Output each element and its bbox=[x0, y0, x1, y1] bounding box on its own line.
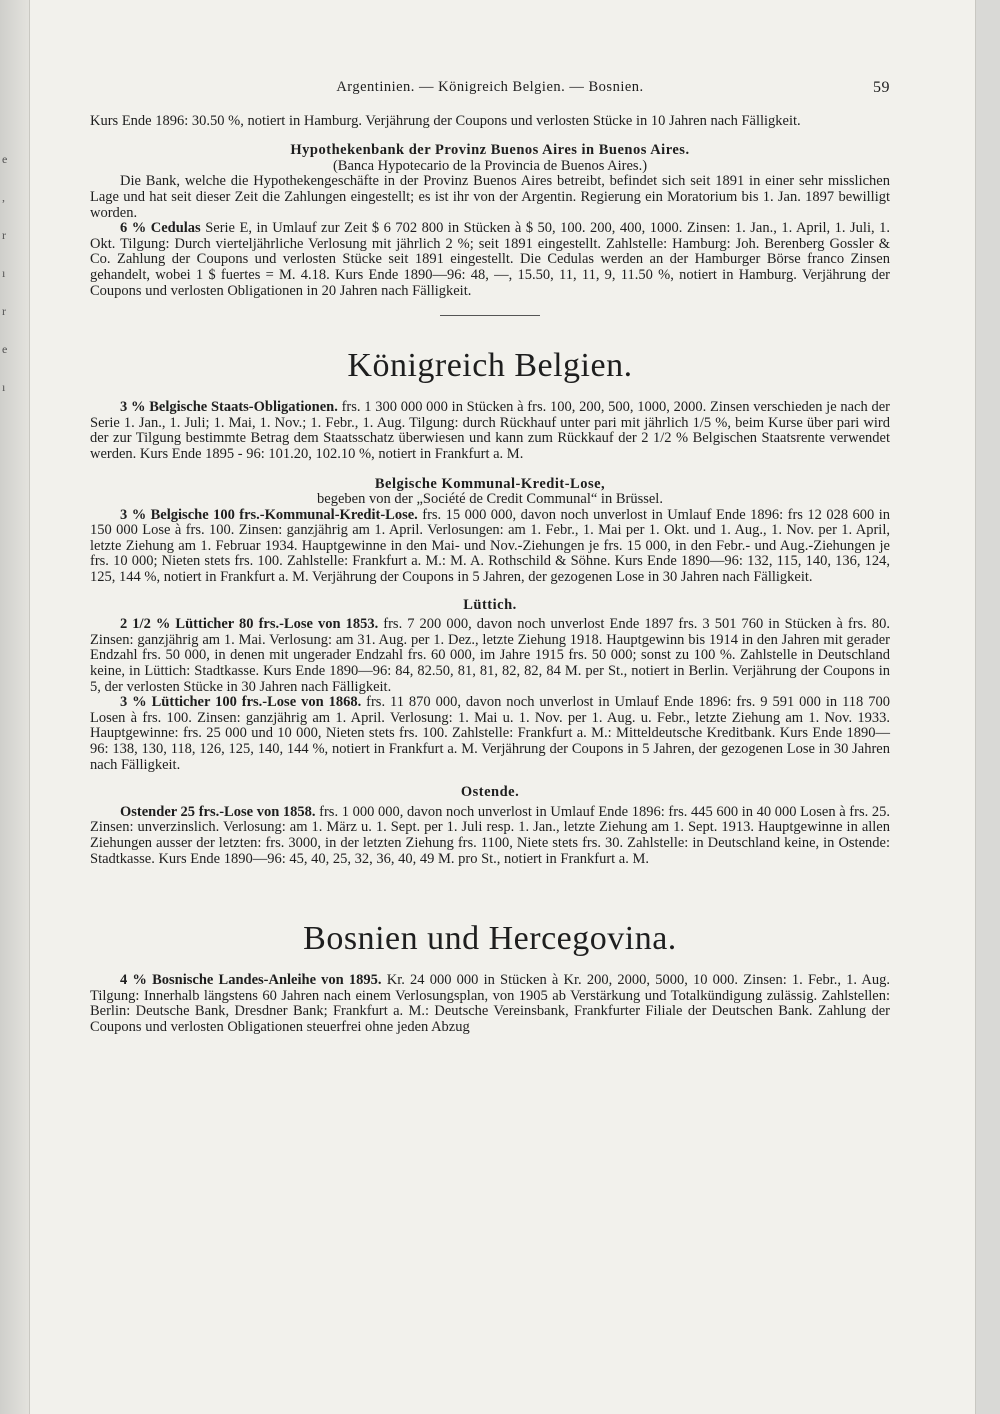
document-page bbox=[30, 0, 975, 1414]
ostende-heading: Ostende. bbox=[460, 784, 520, 801]
bank-paragraph: Die Bank, welche die Hypothekengeschäfte in der Provinz Buenos Aires betreibt, befindet sich seit 1891 in einer sehr misslichen Lage und hat seit dieser Zeit die Zahlungen eingestellt; es ist ihr von der Argentin. Regierung ein Moratorium bis 1. Jan. 1897 bewilligt worden. bbox=[90, 173, 890, 221]
cedulas-paragraph bbox=[90, 221, 890, 299]
section-heading-belgien: Königreich Belgien. bbox=[347, 347, 633, 385]
bosnien-paragraph bbox=[90, 973, 890, 1035]
ostende-paragraph bbox=[90, 805, 890, 867]
luettich80-text: frs. 7 200 000, davon noch unverlost Ende 1897 frs. 3 501 760 in Stücken à frs. 80. Zinsen: ganzjährig am 1. Mai. Verlosung: am 31. Aug. per 1. Dez., letzte Ziehung 1918. Hauptgewinn bis 1914 in den Jahren mit gerader Endzahl frs. 50 000, in denen mit ungerader Endzahl frs. 60 000, im Jahre 1915 frs. 50 000; sonst zu 100 %. Zahlstelle in Deutschland keine, in Lüttich: Stadtkasse. Kurs Ende 1890—96: 84, 82.50, 81, 81, 82, 82, 84 M. per St., notiert in Berlin. Verjährung der Coupons in 5, der verlosten Stücke in 30 Jahren nach Fälligkeit. bbox=[90, 616, 890, 695]
cedulas-lead: 6 % Cedulas bbox=[120, 220, 201, 237]
kommunal-lead: 3 % Belgische 100 frs.-Kommunal-Kredit-Lose. bbox=[120, 506, 418, 523]
luettich100-paragraph bbox=[90, 695, 890, 773]
gutter-mark: e bbox=[2, 342, 8, 356]
ostende-lead: Ostender 25 frs.-Lose von 1858. bbox=[120, 803, 316, 820]
running-head-title: Argentinien. — Königreich Belgien. — Bosnien. bbox=[336, 79, 644, 95]
gutter-mark: ı bbox=[2, 266, 6, 280]
gutter-mark: e bbox=[2, 152, 8, 166]
kommunal-paragraph bbox=[90, 508, 890, 586]
page-number: 59 bbox=[873, 79, 890, 96]
staats-text: frs. 1 300 000 000 in Stücken à frs. 100, 200, 500, 1000, 2000. Zinsen verschieden je nach der Serie 1. Jan., 1. Juli; 1. Mai, 1. Nov.; 1. Febr., 1. Aug. Tilgung: durch Rückhauf unter pari mit jährlich 1/5 %, beim Kurse über pari wird der zur Tilgung bestimmte Betrag dem Staatsschatz überwiesen und kann zum Rückkauf der 2 1/2 % Belgischen Staatsrente verwendet werden. Kurs Ende 1895 - 96: 101.20, 102.10 %, notiert in Frankfurt a. M. bbox=[90, 399, 890, 462]
section-heading-bosnien: Bosnien und Hercegovina. bbox=[303, 920, 677, 958]
kommunal-text: frs. 15 000 000, davon noch unverlost in Umlauf Ende 1896: frs 12 028 600 in 150 000 Lose à frs. 100. Zinsen: ganzjährig am 1. April. Verlosungen: am 1. Febr., 1. Mai per 1. Okt. und 1. Aug., 1. Nov. per 1. April, letzte Ziehung am 1. Februar 1934. Hauptgewinne in den Mai- und Nov.-Ziehungen je frs. 15 000, in den Febr.- und Aug.-Ziehungen je frs. 10 000; Nieten stets frs. 100. Zahlstelle: Frankfurt a. M.: M. A. Rothschild & Söhne. Kurs Ende 1890—96: 132, 115, 140, 136, 124, 125, 144 %, notiert in Frankfurt a. M. Verjährung der Coupons in 5 Jahren, der gezogenen Lose in 30 Jahren nach Fälligkeit. bbox=[90, 506, 890, 586]
luettich80-lead: 2 1/2 % Lütticher 80 frs.-Lose von 1853. bbox=[120, 616, 379, 633]
luettich-heading: Lüttich. bbox=[463, 596, 517, 613]
gutter-mark: r bbox=[2, 304, 6, 318]
bank-subtitle: (Banca Hypotecario de la Provincia de Buenos Aires.) bbox=[332, 157, 648, 174]
gutter-marks bbox=[2, 140, 22, 406]
gutter-mark: , bbox=[2, 190, 5, 204]
luettich100-lead: 3 % Lütticher 100 frs.-Lose von 1868. bbox=[120, 694, 362, 711]
kommunal-title: Belgische Kommunal-Kredit-Lose, bbox=[374, 475, 606, 492]
bank-title: Hypothekenbank der Provinz Buenos Aires in Buenos Aires. bbox=[290, 142, 690, 159]
luettich80-paragraph bbox=[90, 617, 890, 695]
gutter-mark: r bbox=[2, 228, 6, 242]
staats-lead: 3 % Belgische Staats-Obligationen. bbox=[120, 399, 338, 416]
argentinien-intro: Kurs Ende 1896: 30.50 %, notiert in Hamburg. Verjährung der Coupons und verlosten Stücke in 10 Jahren nach Fälligkeit. bbox=[90, 112, 801, 129]
bosnien-lead: 4 % Bosnische Landes-Anleihe von 1895. bbox=[120, 972, 382, 989]
staats-paragraph bbox=[90, 400, 890, 462]
section-divider bbox=[440, 315, 540, 316]
ostende-text: frs. 1 000 000, davon noch unverlost in Umlauf Ende 1896: frs. 445 600 in 40 000 Losen à frs. 25. Zinsen: unverzinslich. Verlosung: am 1. März u. 1. Sept. per 1. Juli resp. 1. Jan., letzte Ziehung am 1. Sept. 1913. Hauptgewinne in allen Ziehungen ausser der letzten: frs. 3000, in der letzten Ziehung frs. 1100, Niete stets frs. 30. Zahlstelle: in Deutschland keine, in Ostende: Stadtkasse. Kurs Ende 1890—96: 45, 40, 25, 32, 36, 40, 49 M. pro St., notiert in Frankfurt a. M. bbox=[90, 803, 890, 867]
running-head bbox=[90, 80, 890, 96]
spacer bbox=[90, 867, 890, 913]
bosnien-text: Kr. 24 000 000 in Stücken à Kr. 200, 2000, 5000, 10 000. Zinsen: 1. Febr., 1. Aug. Tilgung: Innerhalb längstens 60 Jahren nach einem Verlosungsplan, von 1905 ab Verstärkung und Totalkündigung zulässig. Zahlstellen: Berlin: Deutsche Bank, Dresdner Bank; Frankfurt a. M.: Deutsche Vereinsbank, Frankfurter Filiale der Deutschen Bank. Zahlung der Coupons und verlosten Obligationen steuerfrei ohne jeden Abzug bbox=[90, 972, 891, 1035]
kommunal-subtitle: begeben von der „Société de Credit Communal“ in Brüssel. bbox=[317, 491, 663, 508]
luettich100-text: frs. 11 870 000, davon noch unverlost in Umlauf Ende 1896: frs. 9 591 000 in 118 700 Losen à frs. 100. Zinsen: ganzjährig am 1. April. Verlosung: 1. Mai u. 1. Nov. per 1. Aug. u. Febr., letzte Ziehung am 1. Nov. 1933. Hauptgewinne: frs. 25 000 und 10 000, Nieten stets frs. 100. Zahlstelle: Frankfurt a. M.: Mitteldeutsche Kreditbank. Kurs Ende 1890—96: 138, 130, 118, 126, 125, 140, 144 %, notiert in Frankfurt a. M. Verjährung der Coupons in 5 Jahren, der gezogenen Lose in 30 Jahren nach Fälligkeit. bbox=[90, 694, 890, 773]
cedulas-text: Serie E, in Umlauf zur Zeit $ 6 702 800 in Stücken à $ 50, 100. 200, 400, 1000. Zinsen: 1. Jan., 1. April, 1. Juli, 1. Okt. Tilgung: Durch vierteljährliche Verlosung mit jährlich 2 %; seit 1891 eingestellt. Zahlstelle: Hamburg: Joh. Berenberg Gossler & Co. Zahlung der Coupons und verlosten Stücke seit 1891 eingestellt. Die Cedulas werden an der Hamburger Börse franco Zinsen gehandelt, wobei 1 $ fuertes = M. 4.18. Kurs Ende 1890—96: 48, —, 15.50, 11, 11, 9, 11.50 %, notiert in Hamburg. Verjährung der Coupons und verlosten Obligationen in 20 Jahren nach Fälligkeit. bbox=[90, 220, 890, 299]
page-gutter bbox=[0, 0, 30, 1414]
gutter-mark: ı bbox=[2, 380, 6, 394]
page-content bbox=[90, 80, 890, 1036]
